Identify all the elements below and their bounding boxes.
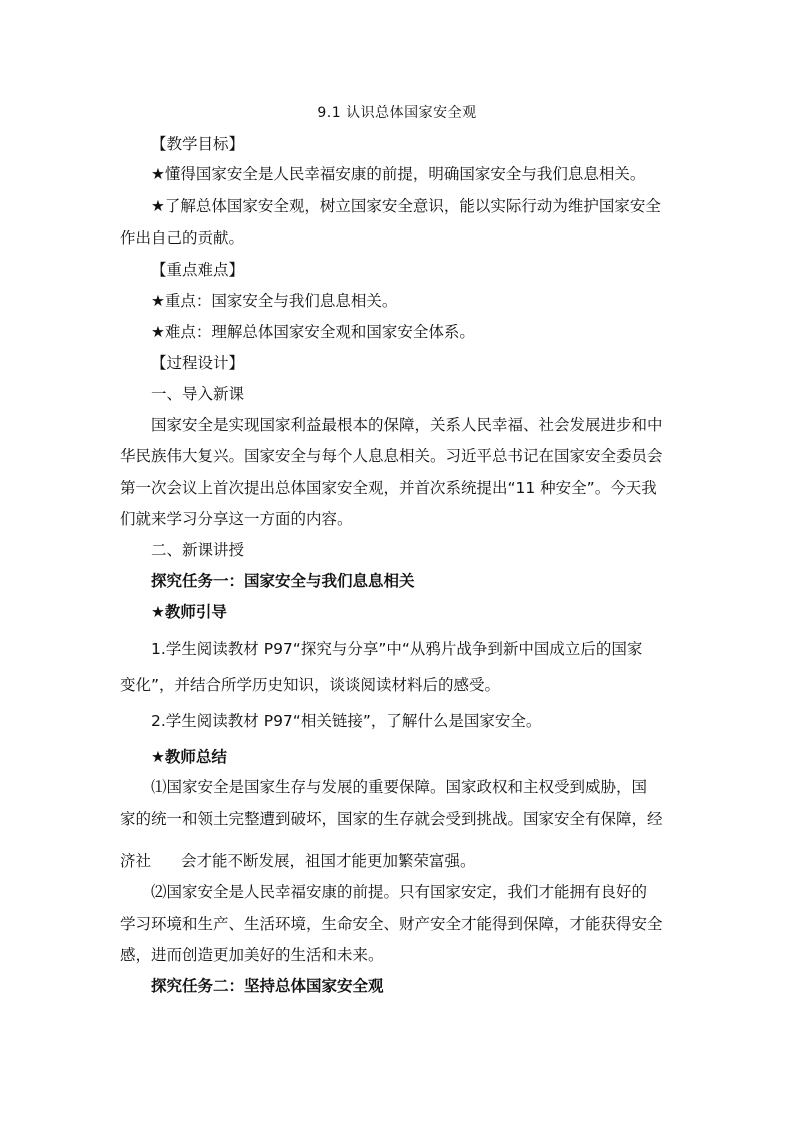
- item-2: 2.学生阅读教材 P97“相关链接”，了解什么是国家安全。: [151, 712, 542, 730]
- intro-line-3: 第一次会议上首次提出总体国家安全观，并首次系统提出“11 种安全”。今天我: [120, 479, 657, 497]
- point-1-line-3: [120, 851, 476, 871]
- process-heading: 【过程设计】: [151, 354, 245, 372]
- item-1-line-1: 1.学生阅读教材 P97“探究与分享”中“从鸦片战争到新中国成立后的国家: [151, 640, 643, 658]
- intro-line-2: 华民族伟大复兴。国家安全与每个人息息相关。习近平总书记在国家安全委员会: [120, 447, 663, 465]
- point-1-line-3-rest: 会才能不断发展，祖国才能更加繁荣富强。: [181, 852, 476, 870]
- key-point-2: ★难点：理解总体国家安全观和国家安全体系。: [151, 323, 475, 341]
- goal-2-line-2: 作出自己的贡献。: [120, 229, 245, 247]
- section-1-heading: 一、导入新课: [151, 385, 245, 403]
- intro-line-1: 国家安全是实现国家利益最根本的保障，关系人民幸福、社会发展进步和中: [151, 416, 663, 434]
- goal-2-line-1: ★了解总体国家安全观，树立国家安全意识，能以实际行动为维护国家安全: [151, 197, 661, 215]
- key-points-heading: 【重点难点】: [151, 261, 245, 279]
- point-1-line-2: 家的统一和领土完整遭到破坏，国家的生存就会受到挑战。国家安全有保障，经: [120, 810, 663, 828]
- point-2-line-3: 感，进而创造更加美好的生活和未来。: [120, 946, 384, 964]
- task-2-heading: 探究任务二：坚持总体国家安全观: [151, 977, 384, 995]
- document-title: 9.1 认识总体国家安全观: [317, 105, 477, 121]
- intro-line-4: 们就来学习分享这一方面的内容。: [120, 510, 353, 528]
- task-1-heading: 探究任务一：国家安全与我们息息相关: [151, 572, 415, 590]
- teacher-guide-label: ★教师引导: [151, 603, 227, 621]
- key-point-1: ★重点：国家安全与我们息息相关。: [151, 292, 398, 310]
- goal-1: ★懂得国家安全是人民幸福安康的前提，明确国家安全与我们息息相关。: [151, 165, 646, 183]
- point-2-line-2: 学习环境和生产、生活环境，生命安全、财产安全才能得到保障，才能获得安全: [120, 915, 663, 933]
- point-1-line-3-start: 济社: [120, 852, 152, 870]
- point-2-line-1: ⑵国家安全是人民幸福安康的前提。只有国家安定，我们才能拥有良好的: [151, 883, 648, 901]
- section-2-heading: 二、新课讲授: [151, 541, 245, 559]
- teacher-summary-label: ★教师总结: [151, 748, 227, 766]
- point-1-line-1: ⑴国家安全是国家生存与发展的重要保障。国家政权和主权受到威胁，国: [151, 778, 648, 796]
- goals-heading: 【教学目标】: [151, 135, 245, 153]
- item-1-line-2: 变化”，并结合所学历史知识，谈谈阅读材料后的感受。: [120, 676, 501, 694]
